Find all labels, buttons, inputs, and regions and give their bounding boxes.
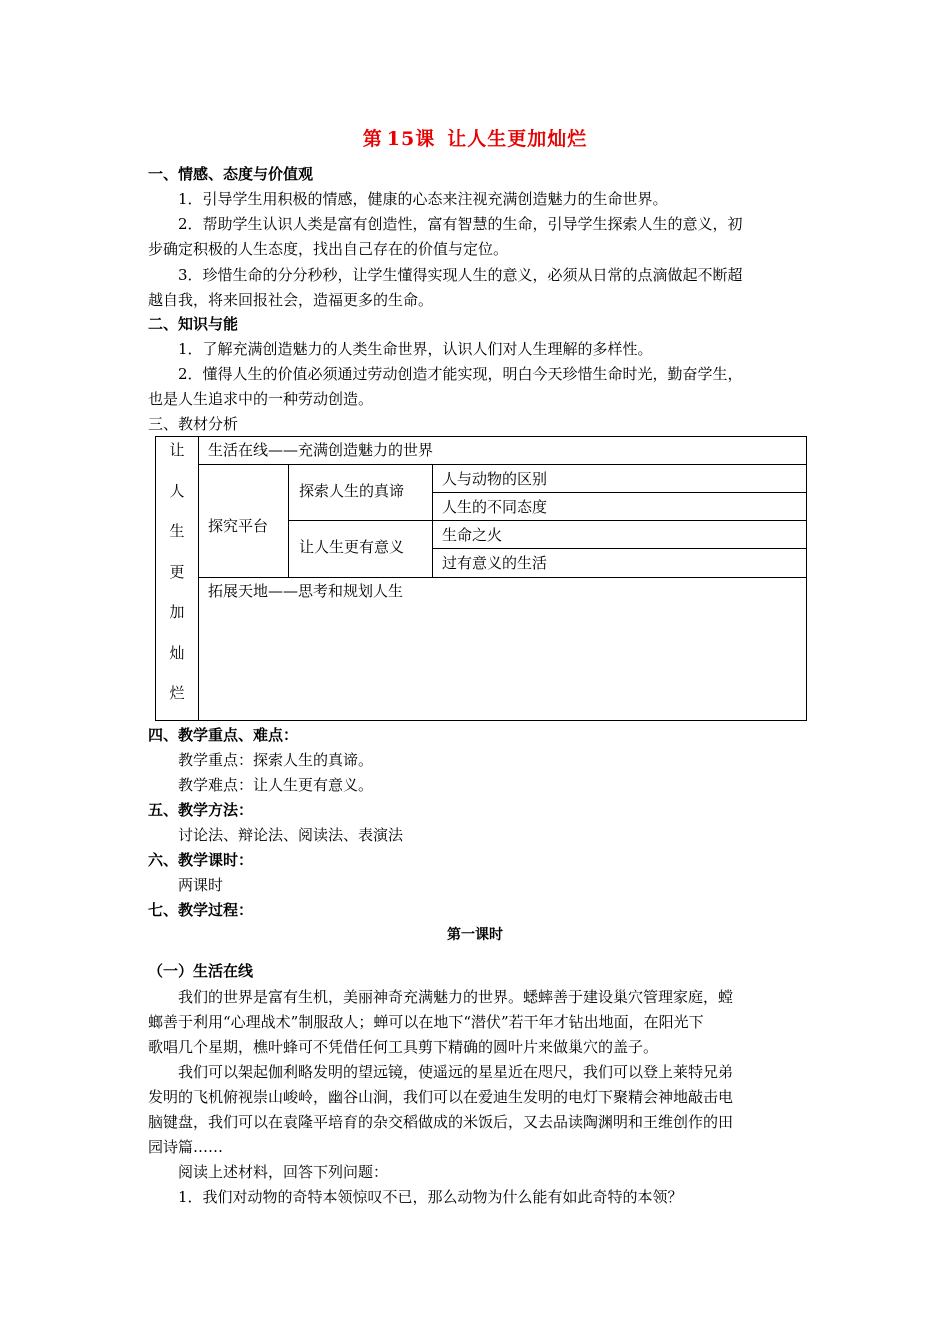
- sub2-item: 生命之火: [442, 526, 503, 544]
- text-line: 螂善于利用“心理战术”制服敌人；蝉可以在地下“潜伏”若干年才钻出地面，在阳光下: [148, 1013, 704, 1031]
- text-line: 我们可以架起伽利略发明的望远镜，使遥远的星星近在咫尺，我们可以登上莱特兄弟: [178, 1063, 734, 1081]
- text-line: 2．懂得人生的价值必须通过劳动创造才能实现，明白今天珍惜生命时光，勤奋学生，: [178, 365, 743, 383]
- section-heading: 一、情感、态度与价值观: [148, 165, 314, 183]
- platform-cell: 探究平台: [208, 517, 269, 535]
- text-line: 教学难点：让人生更有意义。: [178, 776, 374, 794]
- text-line: 教学重点：探索人生的真谛。: [178, 751, 374, 769]
- text-line: 阅读上述材料，回答下列问题：: [178, 1163, 389, 1181]
- text-line: 步确定积极的人生态度，找出自己存在的价值与定位。: [148, 240, 509, 258]
- sub1-item: 人与动物的区别: [442, 470, 548, 488]
- text-line: 讨论法、辩论法、阅读法、表演法: [178, 826, 404, 844]
- table-last-row: 拓展天地——思考和规划人生: [208, 582, 404, 600]
- section-heading: 二、知识与能: [148, 315, 239, 333]
- text-line: 歌唱几个星期，樵叶蜂可不凭借任何工具剪下精确的圆叶片来做巢穴的盖子。: [148, 1038, 659, 1056]
- text-line: 越自我，将来回报社会，造福更多的生命。: [148, 291, 434, 309]
- text-line: 1．了解充满创造魅力的人类生命世界，认识人们对人生理解的多样性。: [178, 340, 653, 358]
- section-heading: 三、教材分析: [148, 415, 239, 433]
- text-line: 发明的飞机俯视崇山峻岭，幽谷山涧，我们可以在爱迪生发明的电灯下聚精会神地敲击电: [148, 1088, 734, 1106]
- section-heading: 四、教学重点、难点：: [148, 726, 299, 744]
- sub-topic-2: 让人生更有意义: [299, 538, 405, 556]
- text-line: 两课时: [178, 876, 224, 894]
- text-line: 也是人生追求中的一种劳动创造。: [148, 390, 374, 408]
- sub2-item: 过有意义的生活: [442, 554, 548, 572]
- vertical-title: 让 人 生 更 加 灿 烂: [169, 441, 185, 702]
- sub-topic-1: 探索人生的真谛: [299, 482, 405, 500]
- text-line: 园诗篇……: [148, 1138, 224, 1156]
- text-line: 脑键盘，我们可以在袁隆平培育的杂交稻做成的米饭后，又去品读陶渊明和王维创作的田: [148, 1113, 734, 1131]
- text-line: 1．我们对动物的奇特本领惊叹不已，那么动物为什么能有如此奇特的本领？: [178, 1188, 683, 1206]
- section-heading: （一）生活在线: [148, 962, 254, 980]
- class-period-title: 第一课时: [447, 927, 503, 943]
- text-line: 2．帮助学生认识人类是富有创造性，富有智慧的生命，引导学生探索人生的意义，初: [178, 215, 743, 233]
- lesson-title: 第 15课 让人生更加灿烂: [362, 128, 588, 150]
- section-heading: 五、教学方法：: [148, 801, 254, 819]
- section-heading: 六、教学课时：: [148, 851, 254, 869]
- analysis-table: [155, 436, 807, 721]
- section-heading: 七、教学过程：: [148, 901, 254, 919]
- table-row-1: 生活在线——充满创造魅力的世界: [208, 441, 434, 459]
- sub1-item: 人生的不同态度: [442, 498, 548, 516]
- text-line: 1．引导学生用积极的情感，健康的心态来注视充满创造魅力的生命世界。: [178, 190, 668, 208]
- text-line: 3．珍惜生命的分分秒秒，让学生懂得实现人生的意义，必须从日常的点滴做起不断超: [178, 266, 743, 284]
- text-line: 我们的世界是富有生机，美丽神奇充满魅力的世界。蟋蟀善于建设巢穴管理家庭，螳: [178, 988, 734, 1006]
